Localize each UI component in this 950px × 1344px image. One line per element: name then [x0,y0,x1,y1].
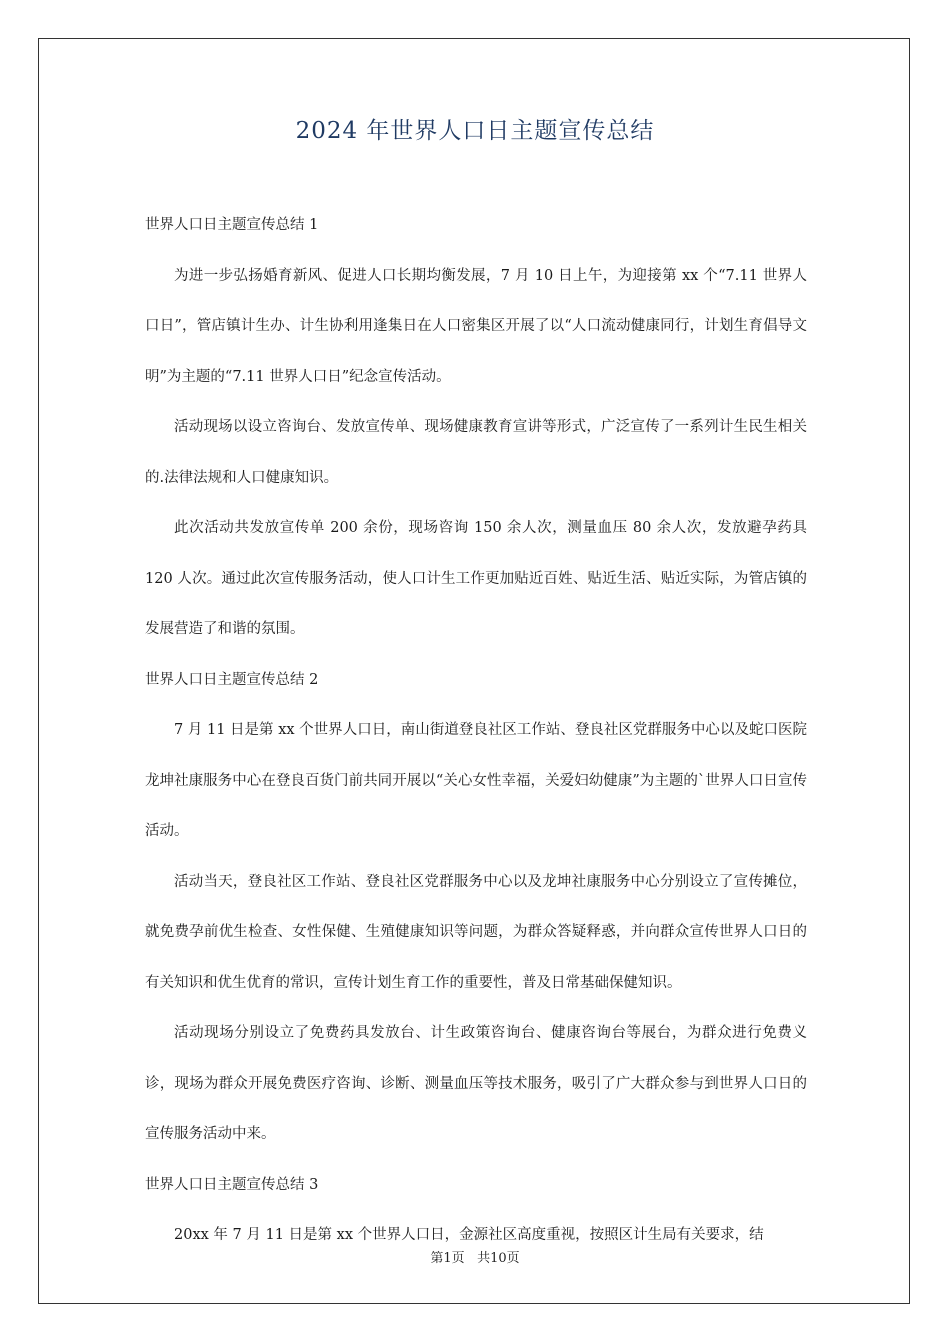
page-number: 第1页 [430,1251,465,1266]
paragraph: 7 月 11 日是第 xx 个世界人口日，南山街道登良社区工作站、登良社区党群服务中心以及蛇口医院龙坤社康服务中心在登良百货门前共同开展以“关心女性幸福，关爱妇幼健康”为主题的`世界人口日宣传活动。 [145,722,807,839]
paragraph: 活动当天，登良社区工作站、登良社区党群服务中心以及龙坤社康服务中心分别设立了宣传摊位，就免费孕前优生检查、女性保健、生殖健康知识等问题，为群众答疑释惑，并向群众宣传世界人口日的有关知识和优生优育的常识，宣传计划生育工作的重要性，普及日常基础保健知识。 [145,873,807,991]
paragraph: 此次活动共发放宣传单 200 余份，现场咨询 150 余人次，测量血压 80 余人次，发放避孕药具 120 人次。通过此次宣传服务活动，使人口计生工作更加贴近百姓、贴近生活、贴近实际，为管店镇的发展营造了和谐的氛围。 [145,520,807,637]
page-total: 共10页 [477,1251,520,1266]
paragraph: 为进一步弘扬婚育新风、促进人口长期均衡发展，7 月 10 日上午，为迎接第 xx 个“7.11 世界人口日”，管店镇计生办、计生协利用逢集日在人口密集区开展了以“人口流动健康同行，计划生育倡导文明”为主题的“7.11 世界人口日”纪念宣传活动。 [145,267,807,385]
paragraph: 活动现场分别设立了免费药具发放台、计生政策咨询台、健康咨询台等展台，为群众进行免费义诊，现场为群众开展免费医疗咨询、诊断、测量血压等技术服务，吸引了广大群众参与到世界人口日的宣传服务活动中来。 [145,1025,807,1142]
page-footer [0,1247,950,1266]
paragraph: 20xx 年 7 月 11 日是第 xx 个世界人口日，金源社区高度重视，按照区计生局有关要求，结 [174,1227,764,1243]
document-body [145,200,807,1261]
section-heading: 世界人口日主题宣传总结 3 [145,1176,319,1193]
section-heading: 世界人口日主题宣传总结 2 [145,671,319,688]
paragraph: 活动现场以设立咨询台、发放宣传单、现场健康教育宣讲等形式，广泛宣传了一系列计生民生相关的.法律法规和人口健康知识。 [145,419,807,486]
document-title: 2024 年世界人口日主题宣传总结 [295,118,655,144]
section-heading: 世界人口日主题宣传总结 1 [145,217,319,233]
